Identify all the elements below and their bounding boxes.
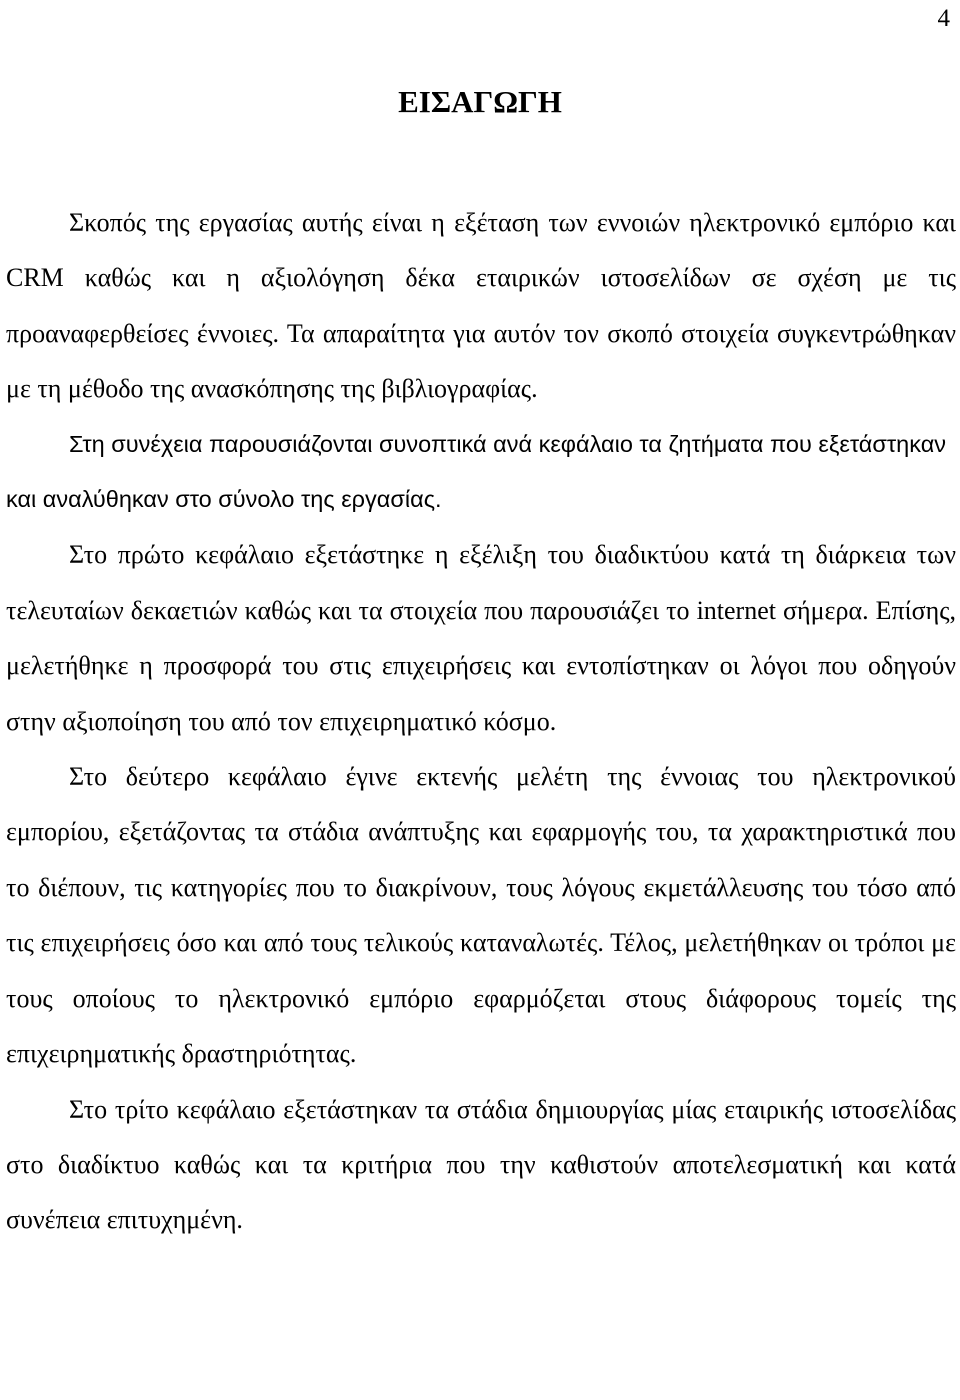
paragraph-chapter-two: Στο δεύτερο κεφάλαιο έγινε εκτενής μελέτη της έννοιας του ηλεκτρονικού εμπορίου, εξετάζοντας τα στάδια ανάπτυξης και εφαρμογής του, τα χαρακτηριστικά που το διέπουν, τις κατηγορίες που το διακρίνουν, τους λόγους εκμετάλλευσης του τόσο από τις επιχειρήσεις όσο και από τους τελικούς καταναλωτές. Τέλος, μελετήθηκαν οι τρόποι με τους οποίους το ηλεκτρονικό εμπόριο εφαρμόζεται στους διάφορους τομείς της επιχειρηματικής δραστηριότητας. [6, 762, 956, 1069]
paragraph-chapter-three: Στο τρίτο κεφάλαιο εξετάστηκαν τα στάδια δημιουργίας μίας εταιρικής ιστοσελίδας στο διαδίκτυο καθώς και τα κριτήρια που την καθιστούν αποτελεσματική και κατά συνέπεια επιτυχημένη. [6, 1094, 956, 1235]
page-title: ΕΙΣΑΓΩΓΗ [398, 84, 562, 119]
paragraph-purpose: Σκοπός της εργασίας αυτής είναι η εξέταση των εννοιών ηλεκτρονικό εμπόριο και CRM καθώς και η αξιολόγηση δέκα εταιρικών ιστοσελίδων σε σχέση με τις προαναφερθείσες έννοιες. Τα απαραίτητα για αυτόν τον σκοπό στοιχεία συγκεντρώθηκαν με τη μέθοδο της ανασκόπησης της βιβλιογραφίας. [6, 208, 956, 404]
paragraph-overview: Στη συνέχεια παρουσιάζονται συνοπτικά ανά κεφάλαιο τα ζητήματα που εξετάστηκαν και αναλύθηκαν στο σύνολο της εργασίας. [6, 430, 947, 513]
paragraph-chapter-one: Στο πρώτο κεφάλαιο εξετάστηκε η εξέλιξη του διαδικτύου κατά τη διάρκεια των τελευταίων δεκαετιών καθώς και τα στοιχεία που παρουσιάζει το internet σήμερα. Επίσης, μελετήθηκε η προσφορά του στις επιχειρήσεις και εντοπίστηκαν οι λόγοι που οδηγούν στην αξιοποίηση του από τον επιχειρηματικό κόσμο. [6, 540, 956, 736]
page-number: 4 [937, 5, 950, 32]
body-text [6, 195, 956, 1248]
